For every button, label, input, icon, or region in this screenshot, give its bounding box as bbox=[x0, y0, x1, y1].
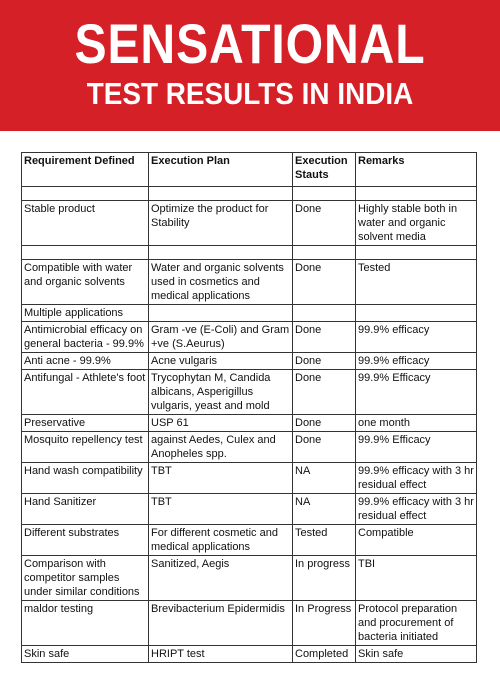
cell-requirement bbox=[22, 187, 149, 201]
cell-plan: Acne vulgaris bbox=[149, 353, 293, 370]
cell-remarks: 99.9% efficacy bbox=[356, 322, 477, 353]
cell-status: Done bbox=[293, 415, 356, 432]
test-results-table bbox=[21, 152, 477, 663]
table-header-row bbox=[22, 153, 477, 187]
cell-remarks: Tested bbox=[356, 260, 477, 305]
cell-remarks: 99.9% efficacy with 3 hr residual effect bbox=[356, 494, 477, 525]
cell-requirement: Skin safe bbox=[22, 646, 149, 663]
header-status: Execution Stauts bbox=[293, 153, 356, 187]
banner-subtitle: TEST RESULTS IN INDIA bbox=[86, 76, 414, 111]
cell-requirement: Preservative bbox=[22, 415, 149, 432]
cell-status: Done bbox=[293, 322, 356, 353]
cell-requirement: Hand Sanitizer bbox=[22, 494, 149, 525]
cell-requirement: Compatible with water and organic solvents bbox=[22, 260, 149, 305]
cell-status: Done bbox=[293, 353, 356, 370]
cell-requirement: maldor testing bbox=[22, 601, 149, 646]
cell-plan bbox=[149, 187, 293, 201]
cell-remarks bbox=[356, 187, 477, 201]
table-row bbox=[22, 322, 477, 353]
header-remarks: Remarks bbox=[356, 153, 477, 187]
cell-status: Done bbox=[293, 432, 356, 463]
cell-plan bbox=[149, 305, 293, 322]
cell-requirement: Mosquito repellency test bbox=[22, 432, 149, 463]
cell-plan: Optimize the product for Stability bbox=[149, 201, 293, 246]
cell-plan: Gram -ve (E-Coli) and Gram +ve (S.Aeurus) bbox=[149, 322, 293, 353]
cell-status: NA bbox=[293, 494, 356, 525]
cell-status: Done bbox=[293, 260, 356, 305]
cell-remarks: 99.9% efficacy bbox=[356, 353, 477, 370]
table-row bbox=[22, 201, 477, 246]
table-row bbox=[22, 646, 477, 663]
table-row bbox=[22, 494, 477, 525]
cell-remarks: Protocol preparation and procurement of bacteria initiated bbox=[356, 601, 477, 646]
cell-status bbox=[293, 246, 356, 260]
table-row bbox=[22, 525, 477, 556]
table-row bbox=[22, 260, 477, 305]
cell-status: NA bbox=[293, 463, 356, 494]
cell-plan: For different cosmetic and medical applications bbox=[149, 525, 293, 556]
cell-remarks: 99.9% Efficacy bbox=[356, 432, 477, 463]
table-row bbox=[22, 305, 477, 322]
cell-requirement: Comparison with competitor samples under similar conditions bbox=[22, 556, 149, 601]
cell-plan: TBT bbox=[149, 494, 293, 525]
cell-status: In Progress bbox=[293, 601, 356, 646]
cell-status: Done bbox=[293, 201, 356, 246]
cell-plan: HRIPT test bbox=[149, 646, 293, 663]
cell-remarks: Highly stable both in water and organic solvent media bbox=[356, 201, 477, 246]
banner-title: SENSATIONAL bbox=[74, 12, 426, 75]
cell-status: Completed bbox=[293, 646, 356, 663]
cell-plan: USP 61 bbox=[149, 415, 293, 432]
cell-remarks: Compatible bbox=[356, 525, 477, 556]
cell-remarks bbox=[356, 246, 477, 260]
cell-requirement: Stable product bbox=[22, 201, 149, 246]
cell-status: In progress bbox=[293, 556, 356, 601]
table-row bbox=[22, 432, 477, 463]
cell-status bbox=[293, 305, 356, 322]
cell-remarks: 99.9% efficacy with 3 hr residual effect bbox=[356, 463, 477, 494]
cell-remarks: TBI bbox=[356, 556, 477, 601]
table-row bbox=[22, 187, 477, 201]
cell-requirement: Antimicrobial efficacy on general bacteria - 99.9% bbox=[22, 322, 149, 353]
table-row bbox=[22, 246, 477, 260]
cell-plan: Trycophytan M, Candida albicans, Asperigillus vulgaris, yeast and mold bbox=[149, 370, 293, 415]
header-plan: Execution Plan bbox=[149, 153, 293, 187]
header-requirement: Requirement Defined bbox=[22, 153, 149, 187]
table-row bbox=[22, 353, 477, 370]
table-row bbox=[22, 370, 477, 415]
cell-remarks bbox=[356, 305, 477, 322]
cell-plan: against Aedes, Culex and Anopheles spp. bbox=[149, 432, 293, 463]
document-page bbox=[0, 131, 500, 663]
table-row bbox=[22, 601, 477, 646]
cell-requirement: Multiple applications bbox=[22, 305, 149, 322]
cell-remarks: Skin safe bbox=[356, 646, 477, 663]
cell-plan: Brevibacterium Epidermidis bbox=[149, 601, 293, 646]
header-banner bbox=[0, 0, 500, 131]
cell-status: Tested bbox=[293, 525, 356, 556]
cell-plan: Water and organic solvents used in cosmetics and medical applications bbox=[149, 260, 293, 305]
cell-status: Done bbox=[293, 370, 356, 415]
cell-plan bbox=[149, 246, 293, 260]
cell-requirement: Hand wash compatibility bbox=[22, 463, 149, 494]
cell-requirement: Different substrates bbox=[22, 525, 149, 556]
cell-remarks: one month bbox=[356, 415, 477, 432]
cell-status bbox=[293, 187, 356, 201]
cell-plan: Sanitized, Aegis bbox=[149, 556, 293, 601]
cell-requirement: Anti acne - 99.9% bbox=[22, 353, 149, 370]
table-row bbox=[22, 463, 477, 494]
cell-requirement: Antifungal - Athlete's foot bbox=[22, 370, 149, 415]
cell-plan: TBT bbox=[149, 463, 293, 494]
cell-remarks: 99.9% Efficacy bbox=[356, 370, 477, 415]
cell-requirement bbox=[22, 246, 149, 260]
table-row bbox=[22, 556, 477, 601]
table-row bbox=[22, 415, 477, 432]
table-body bbox=[22, 187, 477, 663]
